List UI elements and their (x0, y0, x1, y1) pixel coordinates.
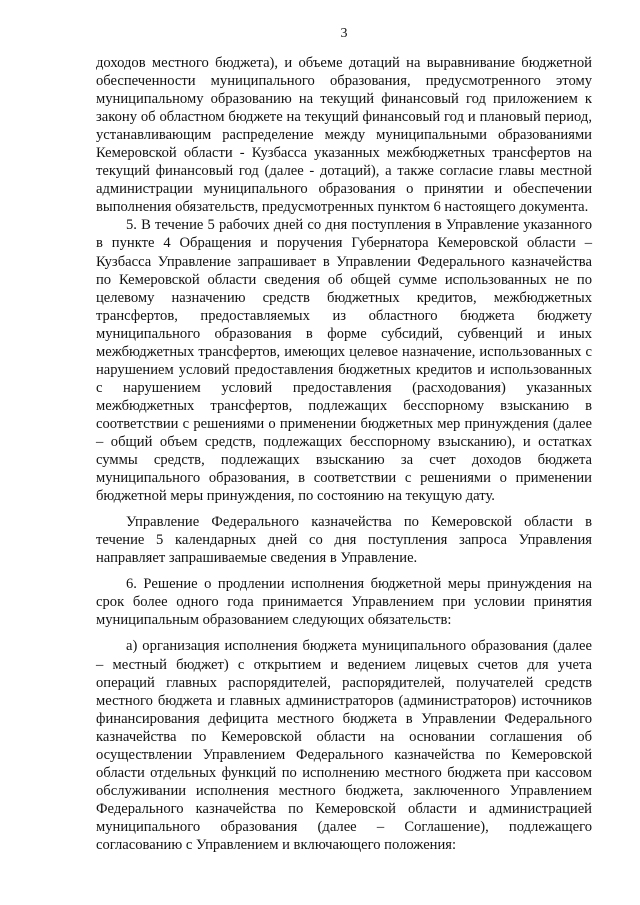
paragraph-item-6: 6. Решение о продлении исполнения бюджетной меры принуждения на срок более одного года принимается Управлением при условии принятия муниципальным образованием следующих обязательств: (96, 576, 592, 629)
paragraph-item-5: 5. В течение 5 рабочих дней со дня поступления в Управление указанного в пункте 4 Обращения и поручения Губернатора Кемеровской области – Кузбасса Управление запрашивает в Управлении Федерального казначейства по Кемеровской области сведения об общей сумме использованных не по целевому назначению средств бюджетных кредитов, межбюджетных трансфертов, предоставляемых из областного бюджета бюджету муниципального образования в форме субсидий, субвенций и иных межбюджетных трансфертов, имеющих целевое назначение, использованных с нарушением условий предоставления бюджетных кредитов и использованных с нарушением условий предоставления (расходования) указанных межбюджетных трансфертов, подлежащих бесспорному взысканию в соответствии с решениями о применении бюджетных мер принуждения (далее – общий объем средств, подлежащих бесспорному взысканию), и остатках суммы средств, подлежащих взысканию за счет доходов бюджета муниципального образования, в соответствии с решениями о применении бюджетной меры принуждения, по состоянию на текущую дату. (96, 217, 592, 505)
page-number: 3 (340, 26, 348, 41)
paragraph-item-6a: а) организация исполнения бюджета муниципального образования (далее – местный бюджет) с открытием и ведением лицевых счетов для учета операций главных распорядителей, распорядителей, получателей средств местного бюджета и главных администраторов (администраторов) источников финансирования дефицита местного бюджета в Управлении Федерального казначейства по Кемеровской области на основании соглашения об осуществлении Управлением Федерального казначейства по Кемеровской области отдельных функций по исполнению местного бюджета при кассовом обслуживании исполнения местного бюджета, заключенного Управлением Федерального казначейства по Кемеровской области и администрацией муниципального образования (далее – Соглашение), подлежащего согласованию с Управлением и включающего положения: (96, 638, 592, 853)
paragraph-treasury-response: Управление Федерального казначейства по Кемеровской области в течение 5 календарных дней со дня поступления запроса Управления направляет запрашиваемые сведения в Управление. (96, 514, 592, 567)
paragraph-continuation: доходов местного бюджета), и объеме дотаций на выравнивание бюджетной обеспеченности муниципального образования, предусмотренного этому муниципальному образованию на текущий финансовый год приложением к закону об областном бюджете на текущий финансовый год и плановый период, устанавливающим распределение между муниципальными образованиями Кемеровской области - Кузбасса указанных межбюджетных трансфертов на текущий финансовый год (далее - дотаций), а также согласие главы местной администрации муниципального образования о принятии и обеспечении выполнения обязательств, предусмотренных пунктом 6 настоящего документа. (96, 55, 592, 216)
